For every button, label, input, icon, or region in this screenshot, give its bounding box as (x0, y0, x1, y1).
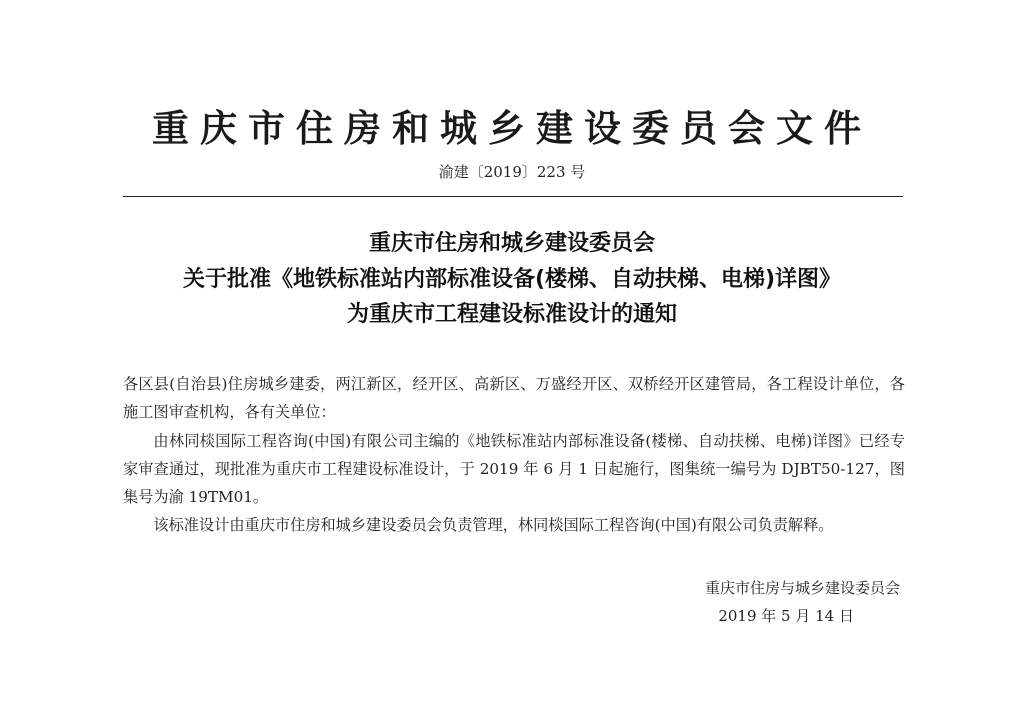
document-header-title: 重庆市住房和城乡建设委员会文件 (152, 106, 872, 150)
management-paragraph: 该标准设计由重庆市住房和城乡建设委员会负责管理，林同棪国际工程咨询(中国)有限公司负责解释。 (153, 516, 834, 535)
notice-body (123, 370, 905, 540)
notice-title-line-2: 关于批准《地铁标准站内部标准设备(楼梯、自动扶梯、电梯)详图》 (182, 266, 842, 292)
notice-title-line-1: 重庆市住房和城乡建设委员会 (368, 231, 655, 256)
approval-paragraph: 由林同棪国际工程咨询(中国)有限公司主编的《地铁标准站内部标准设备(楼梯、自动扶梯、电梯)详图》已经专家审查通过，现批准为重庆市工程建设标准设计，于 2019 年 6 月 1 日起施行，图集统一编号为 DJBT50-127，图集号为渝 19TM01。 (123, 431, 905, 507)
issuer-name: 重庆市住房与城乡建设委员会 (704, 579, 900, 597)
addressees-paragraph: 各区县(自治县)住房城乡建委，两江新区，经开区、高新区、万盛经开区、双桥经开区建管局，各工程设计单位，各施工图审查机构，各有关单位： (123, 375, 905, 422)
document-number: 渝建〔2019〕223 号 (438, 163, 586, 181)
notice-title (60, 226, 964, 333)
header-divider (123, 196, 903, 197)
issue-date: 2019 年 5 月 14 日 (718, 607, 854, 625)
signature-block (560, 574, 900, 630)
notice-title-line-3: 为重庆市工程建设标准设计的通知 (346, 302, 677, 327)
